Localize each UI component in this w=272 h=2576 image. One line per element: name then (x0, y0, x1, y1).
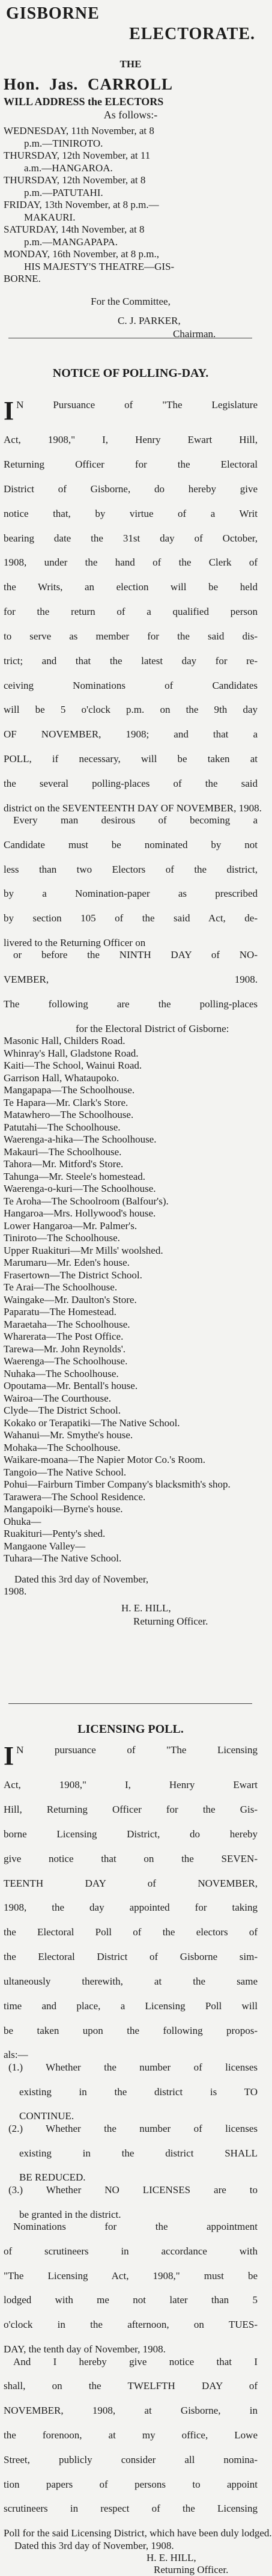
licensing-title: LICENSING POLL. (77, 1723, 184, 1736)
polling-place: Mohaka—The Schoolhouse. (4, 1441, 121, 1453)
heading-line-1: GISBORNE (6, 4, 100, 23)
polling-place: Waingake—Mr. Daulton's Store. (4, 1293, 137, 1305)
polling-place: Ohuka— (4, 1515, 41, 1527)
licensing-line: CONTINUE. (19, 2110, 74, 2122)
will-address-text: WILL ADDRESS the ELECTORS (4, 96, 164, 108)
speaker-name: Hon. Jas. CARROLL (4, 75, 174, 93)
polling-place: Te Aroha—The Schoolroom (Balfour's). (4, 1195, 169, 1207)
notice-line: livered to the Returning Officer on (4, 937, 146, 949)
notice-line: less than two Electors of the district, (4, 863, 258, 875)
schedule-line: WEDNESDAY, 11th November, at 8 (4, 125, 154, 136)
schedule-line: THURSDAY, 12th November, at 8 (4, 174, 146, 186)
licensing-line: borne Licensing District, do hereby (4, 1828, 258, 1840)
notice-line: Returning Officer for the Electoral (4, 459, 258, 471)
polling-place: Clyde—The District School. (4, 1405, 121, 1417)
signatory-name: C. J. PARKER, (118, 314, 181, 326)
notice-line: OF NOVEMBER, 1908; and that a (4, 728, 258, 740)
drop-cap: I (4, 1741, 14, 1771)
polling-place: Tahunga—Mr. Steele's homestead. (4, 1170, 146, 1182)
notice-line: VEMBER, 1908. (4, 974, 258, 986)
polling-place: Lower Hangaroa—Mr. Palmer's. (4, 1219, 138, 1232)
notice-signatory-title: Returning Officer. (133, 1615, 208, 1627)
polling-place: Tangoio—The Native School. (4, 1466, 127, 1478)
notice-line: ceiving Nominations of Candidates (4, 679, 258, 691)
licensing-line: be taken upon the following propos- (4, 2024, 258, 2036)
polling-place: Opoutama—Mr. Bentall's house. (4, 1380, 138, 1392)
licensing-line: N pursuance of "The Licensing (16, 1744, 258, 1756)
polling-place: Tarewa—Mr. John Reynolds'. (4, 1343, 126, 1355)
licensing-line: Nominations for the appointment (13, 2221, 258, 2233)
notice-line: The following are the polling-places (4, 998, 258, 1010)
committee-line: For the Committee, (91, 295, 171, 307)
polling-place: Waerenga—The Schoolhouse. (4, 1355, 128, 1367)
notice-line: by section 105 of the said Act, de- (4, 912, 258, 924)
notice-line: Act, 1908," I, Henry Ewart Hill, (4, 434, 258, 446)
licensing-line: And I hereby give notice that I (13, 2355, 258, 2367)
schedule-line: SATURDAY, 14th November, at 8 (4, 224, 145, 235)
notice-line: bearing date the 31st day of October, (4, 532, 258, 544)
licensing-line: lodged with me not later than 5 (4, 2294, 258, 2306)
licensing-line: Poll for the said Licensing District, which have been duly lodged. (4, 2527, 272, 2539)
notice-line: for the Electoral District of Gisborne: (76, 1022, 229, 1034)
licensing-line: of scrutineers in accordance with (4, 2245, 258, 2257)
notice-line: N Pursuance of "The Legislature (16, 399, 258, 411)
licensing-line: tion papers of persons to appoint (4, 2478, 258, 2490)
polling-place: Maraetaha—The Schoolhouse. (4, 1318, 130, 1330)
notice-line: the Writs, an election will be held (4, 581, 258, 593)
polling-place: Waerenga-a-hika—The Schoolhouse. (4, 1134, 157, 1146)
licensing-body (4, 1741, 272, 2552)
polling-place: Patutahi—The Schoolhouse. (4, 1121, 121, 1133)
polling-places-list (4, 1035, 258, 1565)
licensing-line: Act, 1908," I, Henry Ewart (4, 1779, 258, 1791)
polling-place: Waikare-moana—The Napier Motor Co.'s Room. (4, 1454, 205, 1466)
polling-place: Paparatu—The Homestead. (4, 1306, 116, 1318)
polling-place: Te Arai—The Schoolhouse. (4, 1281, 118, 1293)
licensing-poll-notice (4, 1708, 272, 2575)
notice-line: Candidate must be nominated by not (4, 838, 258, 850)
schedule-line: p.m.—MANGAPAPA. (24, 236, 118, 248)
notice-dated-line: Dated this 3rd day of November, (14, 1573, 149, 1585)
polling-place: Mangapapa—The Schoolhouse. (4, 1084, 135, 1096)
electorate-advertisement (4, 4, 258, 340)
licensing-line: NOVEMBER, 1908, at Gisborne, in (4, 2405, 258, 2417)
licensing-line: Street, publicly consider all nomina- (4, 2453, 258, 2465)
licensing-line: o'clock in the afternoon, on TUES- (4, 2319, 258, 2331)
licensing-line: the forenoon, at my office, Lowe (4, 2429, 258, 2441)
polling-place: Tahora—Mr. Mitford's Store. (4, 1158, 124, 1170)
polling-place: Waerenga-o-kuri—The Schoolhouse. (4, 1183, 156, 1195)
polling-place: Mangapoiki—Byrne's house. (4, 1503, 123, 1515)
licensing-line: time and place, a Licensing Poll will (4, 2000, 258, 2012)
polling-place: Garrison Hall, Whataupoko. (4, 1072, 119, 1084)
notice-line: District of Gisborne, do hereby give (4, 483, 258, 495)
licensing-line: als:— (4, 2049, 28, 2061)
licensing-line: (3.) Whether NO LICENSES are to (8, 2184, 258, 2196)
licensing-line: 1908, the day appointed for taking (4, 1902, 258, 1914)
notice-body (4, 396, 262, 1035)
polling-place: Masonic Hall, Childers Road. (4, 1035, 125, 1047)
licensing-line: TEENTH DAY of NOVEMBER, (4, 1877, 258, 1889)
schedule-line: p.m.—TINIROTO. (24, 137, 103, 149)
schedule-line: FRIDAY, 13th November, at 8 p.m.— (4, 199, 159, 210)
heading-line-2: ELECTORATE. (129, 25, 255, 43)
licensing-line: BE REDUCED. (19, 2172, 86, 2184)
licensing-line: the Electoral Poll of the electors of (4, 1926, 258, 1938)
licensing-signatory: H. E. HILL, (147, 2552, 196, 2563)
polling-place: Te Hapara—Mr. Clark's Store. (4, 1096, 128, 1108)
as-follows-label: As follows:- (103, 109, 158, 121)
licensing-line: Dated this 3rd day of November, 1908. (14, 2539, 174, 2551)
licensing-line: (2.) Whether the number of licenses (8, 2122, 258, 2134)
polling-place: Hangaroa—Mrs. Hollywood's house. (4, 1207, 156, 1219)
notice-line: district on the SEVENTEENTH DAY OF NOVEMBER, 1908. (4, 802, 262, 814)
notice-line: 1908, under the hand of the Clerk of (4, 557, 258, 569)
notice-line: or before the NINTH DAY of NO- (13, 949, 258, 961)
licensing-line: be granted in the district. (19, 2208, 121, 2220)
polling-place: Makauri—The Schoolhouse. (4, 1146, 122, 1158)
licensing-line: "The Licensing Act, 1908," must be (4, 2269, 258, 2281)
notice-line: by a Nomination-paper as prescribed (4, 888, 258, 900)
notice-dated-year: 1908. (4, 1586, 27, 1598)
polling-place: Wahanui—Mr. Smythe's house. (4, 1429, 133, 1441)
licensing-line: ultaneously therewith, at the same (4, 1975, 258, 1987)
notice-line: the several polling-places of the said (4, 777, 258, 789)
polling-place: Kokako or Terapatiki—The Native School. (4, 1417, 180, 1429)
licensing-line: scrutineers in respect of the Licensing (4, 2503, 258, 2515)
will-address-line (4, 95, 258, 108)
schedule-line: p.m.—PATUTAHI. (24, 186, 103, 198)
polling-place: Nuhaka—The Schoolhouse. (4, 1367, 119, 1379)
notice-signatory: H. E. HILL, (121, 1602, 171, 1614)
polling-place: Tuhara—The Native School. (4, 1552, 122, 1564)
polling-place: Pohui—Fairburn Timber Company's blacksmith's shop. (4, 1479, 231, 1491)
polling-place: Mangaone Valley— (4, 1540, 86, 1552)
polling-place: Kaiti—The School, Wainui Road. (4, 1060, 142, 1072)
polling-place: Ruakituri—Penty's shed. (4, 1528, 106, 1540)
notice-line: for the return of a qualified person (4, 606, 258, 618)
the-label: THE (119, 58, 142, 70)
licensing-line: existing in the district SHALL (19, 2147, 258, 2159)
signatory-title: Chairman. (173, 328, 216, 340)
notice-title: NOTICE OF POLLING-DAY. (52, 367, 209, 380)
licensing-line: existing in the district is TO (19, 2086, 258, 2098)
licensing-line: (1.) Whether the number of licenses (8, 2061, 258, 2073)
licensing-line: Hill, Returning Officer for the Gis- (4, 1804, 258, 1816)
drop-cap: I (4, 396, 14, 426)
licensing-signatory-title: Returning Officer. (154, 2564, 229, 2575)
schedule-line: HIS MAJESTY'S THEATRE—GIS- (24, 260, 175, 272)
polling-place: Frasertown—The District School. (4, 1269, 142, 1281)
notice-line: trict; and that the latest day for re- (4, 655, 258, 667)
schedule-line: MONDAY, 16th November, at 8 p.m., (4, 248, 160, 260)
notice-line: to serve as member for the said dis- (4, 630, 258, 642)
schedule-line: THURSDAY, 12th November, at 11 (4, 150, 151, 161)
polling-place: Wharerata—The Post Office. (4, 1331, 124, 1343)
schedule-list (4, 125, 258, 285)
notice-line: Every man desirous of becoming a (13, 814, 258, 826)
divider (8, 1703, 252, 1704)
schedule-line: BORNE. (4, 273, 41, 284)
polling-place: Tarawera—The School Residence. (4, 1491, 146, 1503)
polling-place: Tiniroto—The Schoolhouse. (4, 1232, 120, 1244)
notice-line: POLL, if necessary, will be taken at (4, 752, 258, 765)
polling-place: Matawhero—The Schoolhouse. (4, 1109, 134, 1121)
schedule-line: a.m.—HANGAROA. (24, 162, 113, 174)
licensing-line: give notice that on the SEVEN- (4, 1852, 258, 1864)
licensing-line: DAY, the tenth day of November, 1908. (4, 2343, 166, 2355)
licensing-line: shall, on the TWELFTH DAY of (4, 2380, 258, 2392)
schedule-line: MAKAURI. (24, 211, 76, 223)
polling-place: Wairoa—The Courthouse. (4, 1392, 111, 1404)
polling-place: Marumaru—Mr. Eden's house. (4, 1257, 130, 1269)
notice-line: will be 5 o'clock p.m. on the 9th day (4, 704, 258, 716)
notice-line: notice that, by virtue of a Writ (4, 507, 258, 519)
licensing-line: the Electoral District of Gisborne sim- (4, 1951, 258, 1963)
polling-day-notice (4, 344, 262, 1695)
polling-place: Whinray's Hall, Gladstone Road. (4, 1047, 139, 1059)
polling-place: Upper Ruakituri—Mr Mills' woolshed. (4, 1244, 163, 1256)
